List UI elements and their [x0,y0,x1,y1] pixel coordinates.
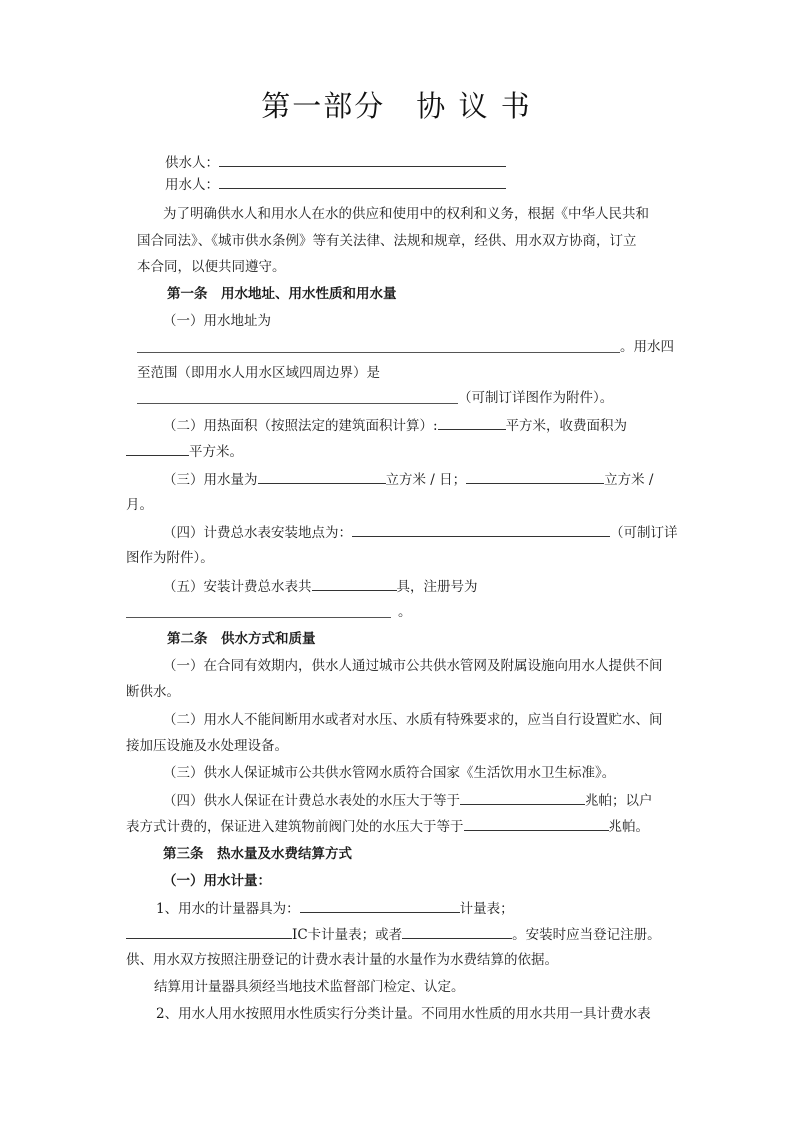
attachment-note: （可制订详 [610,525,678,541]
supplier-field[interactable] [219,153,506,167]
article-1-item-5-end: 。 [398,604,412,620]
meter-pressure-label: （四）供水人保证在计费总水表处的水压大于等于 [163,793,460,809]
billing-area-field[interactable] [126,442,189,456]
article-1-heading: 第一条 用水地址、用水性质和用水量 [167,286,397,302]
valve-pressure-field[interactable] [464,817,609,831]
water-volume-label: （三）用水量为 [163,472,258,488]
article-3-heading: 第三条 热水量及水费结算方式 [163,846,352,862]
article-2-item-4 [163,791,653,810]
address-field[interactable] [137,352,620,353]
user-label: 用水人： [165,177,219,193]
meter-count-field[interactable] [312,577,397,591]
article-1-item-1-line-2: 至范围（即用水人用水区域四周边界）是 [137,365,380,381]
meter-pressure-field[interactable] [460,791,585,805]
registration-number-field[interactable] [126,617,391,618]
article-3-p3: 2、用水人用水按照用水性质实行分类计量。不同用水性质的用水共用一具计费水表 [156,1006,651,1022]
article-1-item-1-label: （一）用水地址为 [163,313,271,329]
meter-location-field[interactable] [352,523,610,537]
registration-note: 。安装时应当登记注册。 [512,927,661,943]
preamble-line-2: 国合同法》、《城市供水条例》等有关法律、法规和规章，经供、用水双方协商，订立 [137,233,637,249]
boundary-field[interactable] [137,403,458,404]
meter-label: 计量表； [459,901,514,917]
monthly-volume-field[interactable] [466,470,604,484]
article-3-sub-1: （一）用水计量： [163,873,271,889]
article-3-p2: 结算用计量器具须经当地技术监督部门检定、认定。 [154,979,465,995]
article-2-item-2-line-1: （二）用水人不能间断用水或者对水压、水质有特殊要求的，应当自行设置贮水、间 [163,712,663,728]
article-1-item-3 [163,470,653,489]
user-field[interactable] [219,175,506,189]
article-1-item-4 [163,523,678,542]
article-3-p1-line-3: 供、用水双方按照注册登记的计费水表计量的水量作为水费结算的依据。 [126,952,558,968]
heating-area-label: （二）用热面积（按照法定的建筑面积计算）: [163,418,438,434]
article-1-item-4-line-2: 图作为附件）。 [126,550,214,566]
meter-type-label: 1、用水的计量器具为： [156,901,300,917]
mpa-label-2: 兆帕。 [608,819,649,835]
article-1-item-1-line-3-tail: （可制订详图作为附件）。 [458,390,614,406]
per-month-label: 立方米 / [604,472,654,488]
heating-area-field[interactable] [438,416,506,430]
article-2-item-4-line-2 [126,817,649,836]
ic-meter-field[interactable] [126,925,292,939]
user-row [165,175,506,194]
preamble-line-3: 本合同，以便共同遵守。 [137,259,286,275]
article-1-item-3-line-2: 月。 [126,497,153,513]
article-1-item-2-line-2 [126,442,243,461]
article-1-item-5 [163,577,478,596]
meter-count-label: （五）安装计费总水表共 [163,579,312,595]
mpa-label: 兆帕；以户 [585,793,653,809]
other-meter-field[interactable] [402,925,512,939]
supplier-row [165,153,506,172]
meter-location-label: （四）计费总水表安装地点为： [163,525,352,541]
ic-meter-label: IC卡计量表；或者 [292,927,403,943]
article-3-p1 [156,899,514,918]
per-day-label: 立方米 / 日； [385,472,467,488]
article-2-heading: 第二条 供水方式和质量 [167,631,316,647]
page-title: 第一部分 协 议 书 [261,89,532,123]
supplier-label: 供水人： [165,155,219,171]
billing-area-label: 平方米，收费面积为 [505,418,628,434]
valve-pressure-label: 表方式计费的，保证进入建筑物前阀门处的水压大于等于 [126,819,464,835]
article-2-item-1-line-1: （一）在合同有效期内，供水人通过城市公共供水管网及附属设施向用水人提供不间 [163,658,663,674]
registration-label: 具，注册号为 [396,579,478,595]
daily-volume-field[interactable] [258,470,386,484]
article-1-item-1-tail: 。用水四 [620,339,674,355]
preamble-line-1: 为了明确供水人和用水人在水的供应和使用中的权利和义务，根据《中华人民共和 [163,206,649,222]
article-2-item-2-line-2: 接加压设施及水处理设备。 [126,738,288,754]
article-1-item-2 [163,416,627,435]
article-2-item-1-line-2: 断供水。 [126,684,180,700]
sqm-label: 平方米。 [189,444,243,460]
meter-type-field[interactable] [300,899,460,913]
article-3-p1-line-2 [126,925,661,944]
article-2-item-3: （三）供水人保证城市公共供水管网水质符合国家《生活饮用水卫生标准》。 [163,765,616,781]
